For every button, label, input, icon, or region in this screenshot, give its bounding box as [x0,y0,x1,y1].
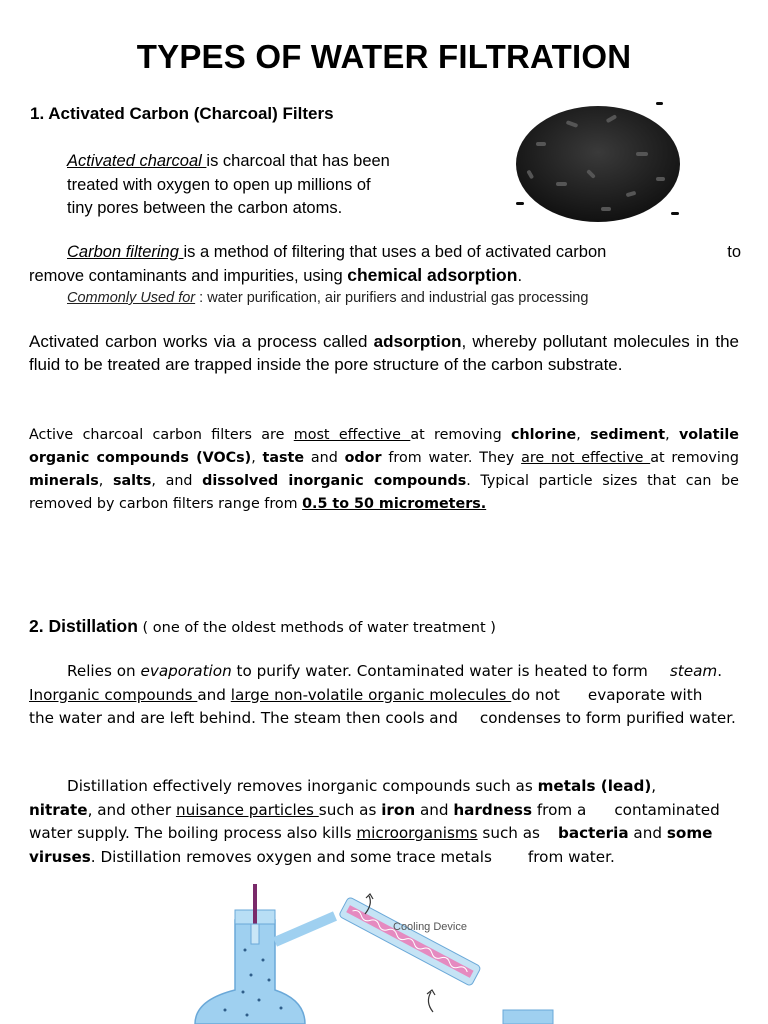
adsorption-paragraph: Activated carbon works via a process called adsorption, whereby pollutant molecules in the fluid to be treated are trapped inside the pore structure of the carbon substrate. [29,332,739,374]
distillation-apparatus-diagram [185,880,605,1024]
carbon-filtering-term: Carbon filtering [67,243,184,261]
cooling-device-label: Cooling Device [393,921,467,933]
section2-heading: 2. Distillation ( one of the oldest methods of water treatment ) [29,616,496,636]
section1-heading: 1. Activated Carbon (Charcoal) Filters [30,104,334,123]
activated-charcoal-term: Activated charcoal [67,152,207,170]
effectiveness-paragraph: Active charcoal carbon filters are most effective at removing chlorine, sediment, volatile organic compounds (VOCs), taste and odor from water. They are not effective at removing minerals, salts, and dissolved inorganic compounds. Typical particle sizes that can be removed by carbon filters range from 0.5 to 50 micrometers. [29,427,739,512]
page-title: TYPES OF WATER FILTRATION [136,38,632,75]
carbon-filtering-paragraph: Carbon filtering is a method of filtering that uses a bed of activated carbon to remove contaminants and impurities, using chemical adsorption. [29,243,741,285]
distillation-paragraph-2: Distillation effectively removes inorganic compounds such as metals (lead), nitrate, and other nuisance particles such as iron and hardness from a contaminated water supply. The boiling process also kills microorganisms such as bacteria and some viruses. Distillation removes oxygen and some trace metals from water. [29,777,720,866]
activated-charcoal-paragraph: Activated charcoal is charcoal that has been treated with oxygen to open up millions of tiny pores between the carbon atoms. [67,152,390,217]
activated-charcoal-image [506,82,686,232]
distillation-paragraph-1: Relies on evaporation to purify water. Contaminated water is heated to form steam. Inorganic compounds and large non-volatile organic molecules do not evaporate with the water and are left behind. The steam then cools and condenses to form purified water. [29,662,736,727]
commonly-used-for: Commonly Used for : water purification, air purifiers and industrial gas processing [67,290,589,306]
